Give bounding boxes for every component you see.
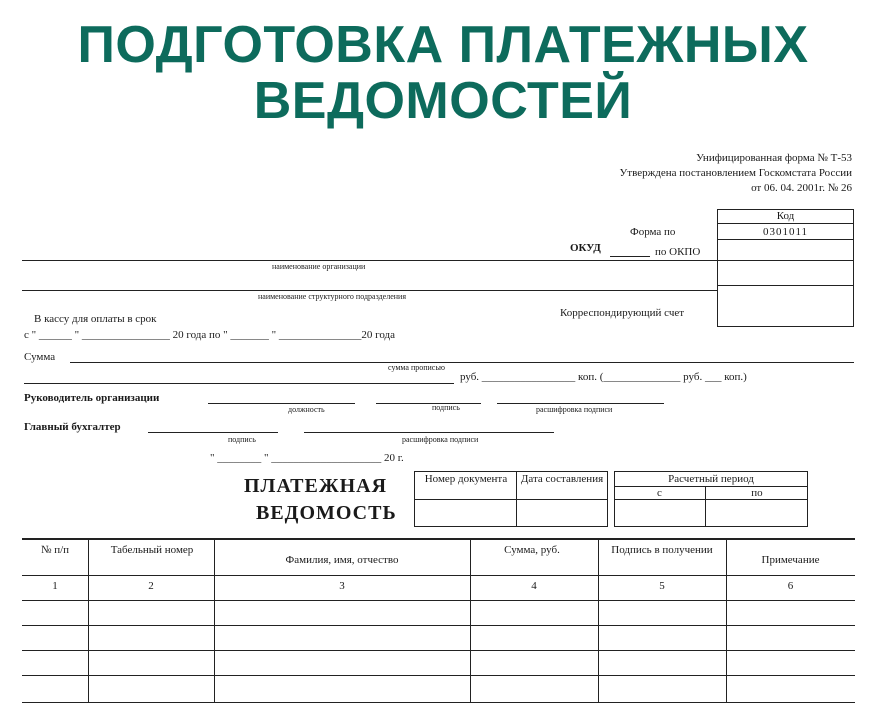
payroll-form: [0, 140, 886, 720]
col-number-3: 3: [339, 580, 345, 592]
sum-label: Сумма: [24, 351, 56, 363]
col-header-tab-number: Табельный номер: [110, 544, 194, 556]
accountant-decode-caption: расшифровка подписи: [402, 435, 479, 444]
period-line: с " ______ " ________________ 20 года по " _______ " _______________20 года: [24, 329, 396, 341]
col-number-1: 1: [52, 580, 58, 592]
doc-number-header: Номер документа: [424, 473, 508, 485]
director-signature-caption: подпись: [432, 403, 460, 412]
period-from: с: [657, 487, 662, 499]
accountant-signature-caption: подпись: [228, 435, 256, 444]
okud-code-value: 0301011: [762, 226, 809, 238]
form-info-line1: Унифицированная форма № Т-53: [696, 152, 852, 164]
doc-title-line1: ПЛАТЕЖНАЯ: [244, 475, 388, 497]
col-header-signature: Подпись в получении: [611, 544, 713, 556]
col-number-5: 5: [659, 580, 665, 592]
payroll-table: [22, 538, 855, 708]
col-header-note: Примечание: [761, 554, 820, 566]
corr-account-label: Корреспондирующий счет: [560, 307, 685, 319]
form-label: Форма по: [630, 226, 676, 238]
page-title-line1: ПОДГОТОВКА ПЛАТЕЖНЫХ: [77, 16, 809, 74]
cash-desk-label: В кассу для оплаты в срок: [34, 313, 157, 325]
org-name-caption: наименование организации: [272, 262, 366, 271]
sum-words-caption: сумма прописью: [388, 363, 445, 372]
period-header: Расчетный период: [668, 473, 754, 485]
struct-unit-line: [22, 290, 717, 291]
date-line: " ________ " ____________________ 20 г.: [210, 452, 404, 464]
org-name-line: [22, 260, 717, 261]
sum-rub-line: руб. _________________ коп. (______________ руб. ___ коп.): [460, 371, 747, 383]
col-header-sum: Сумма, руб.: [504, 544, 560, 556]
doc-date-header: Дата составления: [520, 473, 604, 485]
period-to: по: [751, 487, 763, 499]
chief-accountant-label: Главный бухгалтер: [24, 421, 121, 433]
form-info-line3: от 06. 04. 2001г. № 26: [751, 182, 852, 194]
col-number-2: 2: [148, 580, 154, 592]
okpo-label: по ОКПО: [655, 246, 701, 258]
col-number-4: 4: [531, 580, 537, 592]
form-info-line2: Утверждена постановлением Госкомстата России: [619, 167, 852, 179]
col-header-num: № п/п: [40, 544, 70, 556]
director-decode-caption: расшифровка подписи: [536, 405, 613, 414]
page-title-line2: ВЕДОМОСТЕЙ: [253, 72, 633, 130]
col-header-full-name: Фамилия, имя, отчество: [285, 554, 399, 566]
doc-title-line2: ВЕДОМОСТЬ: [256, 502, 397, 524]
position-caption: должность: [288, 405, 325, 414]
col-number-6: 6: [787, 580, 794, 592]
sum-line: [70, 362, 854, 363]
struct-unit-caption: наименование структурного подразделения: [258, 292, 407, 301]
director-label: Руководитель организации: [24, 392, 160, 404]
okud-label: ОКУД: [570, 242, 601, 254]
code-header: Код: [776, 210, 795, 222]
